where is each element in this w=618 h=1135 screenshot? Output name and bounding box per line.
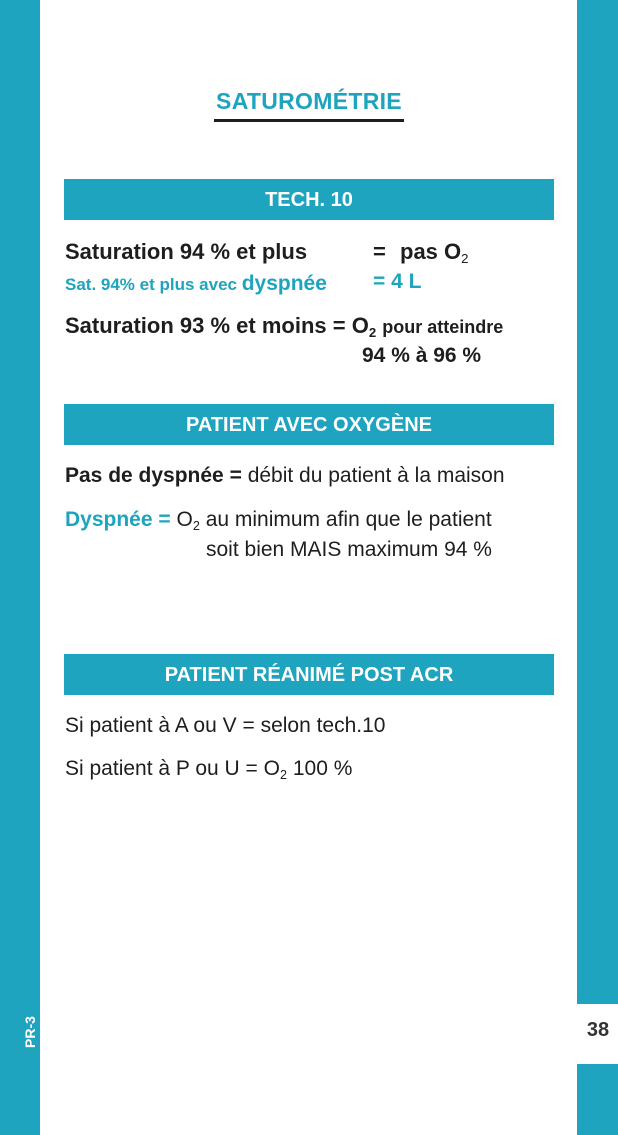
tech10-row3-left: Saturation 93 % et moins = O <box>65 313 369 338</box>
page-title-wrap <box>0 88 618 122</box>
oxygen-row2-sub: 2 <box>192 519 200 533</box>
oxygen-row1-bold: Pas de dyspnée = <box>65 464 242 487</box>
tech10-row1-right-main: pas O <box>400 239 462 264</box>
tech10-row3 <box>65 313 503 339</box>
acr-row1: Si patient à A ou V = selon tech.10 <box>65 714 386 737</box>
oxygen-row2-o: O <box>176 508 193 531</box>
tech10-header: TECH. 10 <box>64 179 554 220</box>
page-title: SATUROMÉTRIE <box>214 88 404 122</box>
tech10-row1-right-sub: 2 <box>461 251 469 266</box>
tech10-row2-emph: dyspnée <box>241 272 327 295</box>
acr-row2-main: Si patient à P ou U = O <box>65 757 280 780</box>
oxygen-header: PATIENT AVEC OXYGÈNE <box>64 404 554 445</box>
tech10-row1-left: Saturation 94 % et plus <box>65 239 308 264</box>
left-margin-bar <box>0 0 40 1135</box>
tech10-row1-eq: = <box>373 239 386 264</box>
tech10-row3-sub: 2 <box>368 325 377 340</box>
page-number: 38 <box>586 1019 610 1041</box>
tech10-row2-prefix: Sat. 94% et plus avec <box>65 275 237 294</box>
oxygen-row2-label: Dyspnée = <box>65 508 171 531</box>
acr-row2-sub: 2 <box>280 768 288 782</box>
right-margin-bar-bottom <box>577 1064 618 1135</box>
tech10-row2-right: = 4 L <box>373 270 422 293</box>
acr-row2 <box>65 757 352 781</box>
section-code: PR-3 <box>22 1016 38 1048</box>
oxygen-row3: soit bien MAIS maximum 94 % <box>206 538 492 561</box>
right-margin-bar-top <box>577 0 618 1004</box>
tech10-row1-right <box>400 239 468 265</box>
oxygen-row2 <box>65 508 492 532</box>
acr-row2-rest: 100 % <box>292 757 353 780</box>
tech10-row4: 94 % à 96 % <box>362 344 482 367</box>
oxygen-row1-rest: débit du patient à la maison <box>247 464 505 487</box>
tech10-row3-right: pour atteindre <box>382 317 504 337</box>
oxygen-row1 <box>65 464 505 488</box>
oxygen-row2-rest: au minimum afin que le patient <box>205 508 492 531</box>
tech10-row2-left <box>65 272 327 296</box>
acr-header: PATIENT RÉANIMÉ POST ACR <box>64 654 554 695</box>
